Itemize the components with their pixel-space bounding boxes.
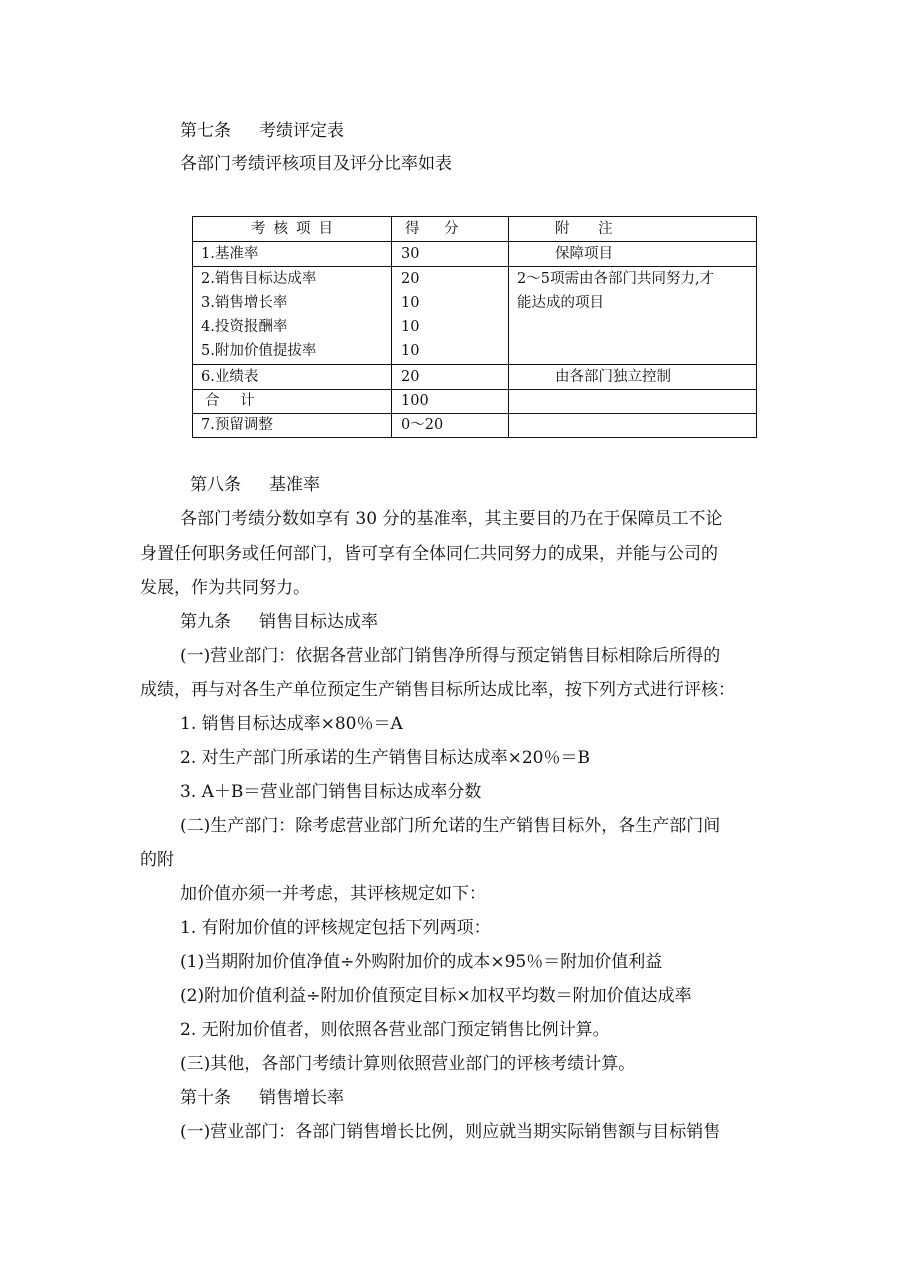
formula-line: (1)当期附加价值净值÷外购附加价的成本×95％＝附加价值利益 [180,952,663,972]
table-row-score: 30 [401,246,420,262]
table-total-score: 100 [401,393,429,409]
table-note-line: 能达成的项目 [517,295,604,311]
table-row-item: 3.销售增长率 [201,295,288,311]
formula-line: (2)附加价值利益÷附加价值预定目标×加权平均数＝附加价值达成率 [180,986,692,1006]
article-9-heading [180,611,378,633]
table-header-note: 附 注 [555,221,613,237]
article-7-label: 第七条 [180,121,231,141]
paragraph-line: (三)其他，各部门考绩计算则依照营业部门的评核考绩计算。 [180,1054,636,1074]
article-7-title: 考绩评定表 [259,121,344,141]
article-10-heading [180,1087,344,1109]
formula-line: 1. 销售目标达成率×80％＝A [180,714,403,734]
paragraph-line: 成绩，再与对各生产单位预定生产销售目标所达成比率，按下列方式进行评核： [140,680,735,700]
table-row-item: 4.投资报酬率 [201,319,288,335]
article-9-title: 销售目标达成率 [259,612,378,632]
article-8-title: 基准率 [269,475,320,495]
paragraph-line: 的附 [140,850,174,870]
article-10-label: 第十条 [180,1088,231,1108]
paragraph-line: 身置任何职务或任何部门，皆可享有全体同仁共同努力的成果，并能与公司的 [140,544,718,564]
table-row-score: 10 [401,319,420,335]
paragraph-line: (一)营业部门：依据各营业部门销售净所得与预定销售目标相除后所得的 [180,646,721,666]
formula-line: 2. 对生产部门所承诺的生产销售目标达成率×20％＝B [180,748,590,768]
table-note-line: 2～5项需由各部门共同努力,才 [517,271,715,287]
table-row-item: 7.预留调整 [201,417,273,433]
table-header-item: 考核项目 [251,221,341,237]
paragraph-line: 发展，作为共同努力。 [140,578,310,598]
table-row-item: 5.附加价值提拔率 [201,343,317,359]
paragraph-line: 加价值亦须一并考虑，其评核规定如下： [180,884,486,904]
paragraph-line: (二)生产部门：除考虑营业部门所允诺的生产销售目标外，各生产部门间 [180,816,721,836]
table-row-score: 20 [401,271,420,287]
article-9-label: 第九条 [180,612,231,632]
table-row-item: 2.销售目标达成率 [201,271,317,287]
formula-line: 2. 无附加价值者，则依照各营业部门预定销售比例计算。 [180,1020,610,1040]
article-7-intro: 各部门考绩评核项目及评分比率如表 [180,154,452,174]
article-8-label: 第八条 [190,475,241,495]
formula-line: 3. A＋B＝营业部门销售目标达成率分数 [180,782,482,802]
table-row-note: 保障项目 [555,246,613,262]
paragraph-line: (一)营业部门：各部门销售增长比例，则应就当期实际销售额与目标销售 [180,1122,721,1142]
table-header-score: 得 分 [405,221,459,237]
paragraph-line: 各部门考绩分数如享有 30 分的基准率，其主要目的乃在于保障员工不论 [180,509,723,529]
table-row-score: 20 [401,369,420,385]
table-row-item: 6.业绩表 [201,369,259,385]
table-row-note: 由各部门独立控制 [555,369,671,385]
table-row-score: 10 [401,343,420,359]
table-row-score: 10 [401,295,420,311]
table-row-score: 0～20 [401,417,444,433]
table-row-item: 1.基准率 [201,246,259,262]
formula-line: 1. 有附加价值的评核规定包括下列两项： [180,918,491,938]
article-10-title: 销售增长率 [259,1088,344,1108]
article-8-heading [190,474,320,496]
score-table [192,216,757,438]
article-7-heading [180,120,344,142]
table-total-label: 合 计 [205,393,255,409]
